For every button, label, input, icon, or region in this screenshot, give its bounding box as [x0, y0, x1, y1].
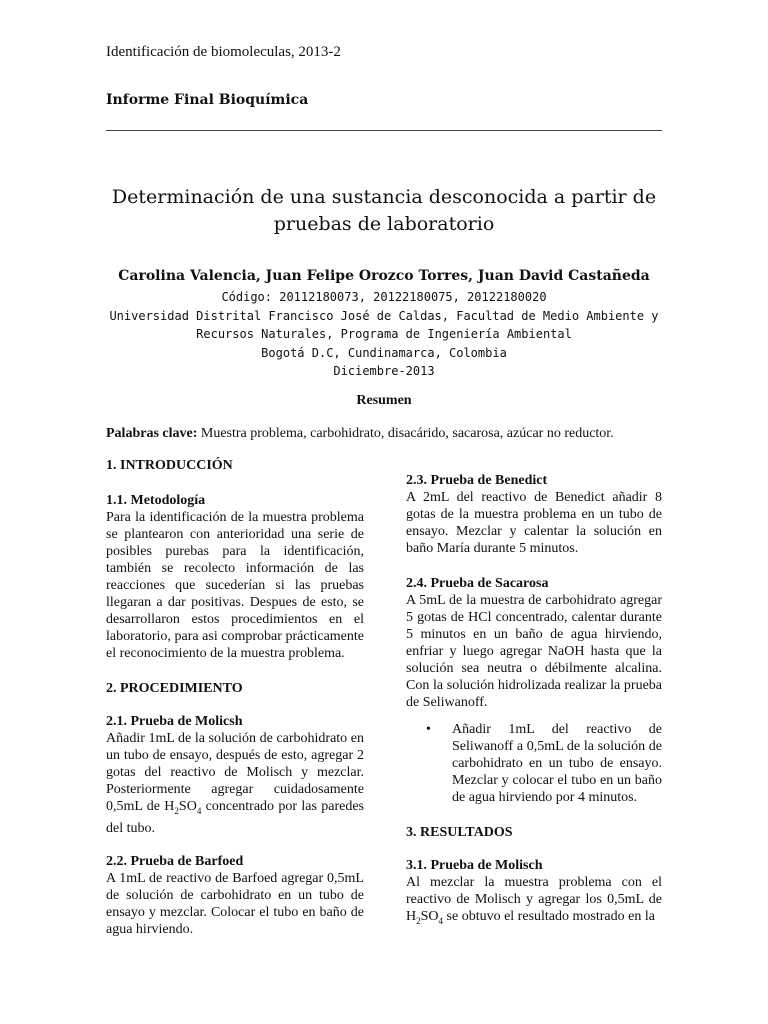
- subsection-heading-molisch: 2.1. Prueba de Molicsh: [106, 714, 243, 729]
- keywords: [106, 426, 662, 442]
- keywords-text: Muestra problema, carbohidrato, disacárido, sacarosa, azúcar no reductor.: [197, 426, 614, 441]
- res-molisch-text-b: SO: [420, 909, 439, 924]
- subsection-heading-barfoed: 2.2. Prueba de Barfoed: [106, 853, 244, 869]
- benedict-paragraph: A 2mL del reactivo de Benedict añadir 8 gotas de la muestra problema en un tubo de ensayo. Mezclar y calentar la solución en baño María durante 5 minutos.: [406, 490, 662, 556]
- affiliation-line-2: Recursos Naturales, Programa de Ingeniería Ambiental: [196, 327, 572, 341]
- section-heading-introduccion: 1. INTRODUCCIÓN: [106, 458, 233, 473]
- molisch-text-c: concentrado por las paredes del tubo.: [106, 799, 364, 836]
- subsection-heading-metodologia: 1.1. Metodología: [106, 493, 206, 508]
- molisch-subscript-2: 4: [196, 805, 202, 816]
- student-codes: Código: 20112180073, 20122180075, 20122180020: [221, 290, 547, 304]
- molisch-subscript-1: 2: [174, 805, 179, 816]
- right-column: [406, 472, 662, 930]
- authors: Carolina Valencia, Juan Felipe Orozco Torres, Juan David Castañeda: [118, 268, 650, 284]
- affiliation-line-3: Bogotá D.C, Cundinamarca, Colombia: [261, 345, 507, 360]
- paper-title: [106, 184, 662, 238]
- molisch-paragraph: [106, 730, 364, 837]
- paper-date: Diciembre-2013: [333, 364, 435, 378]
- res-molisch-subscript-2: 4: [438, 915, 444, 926]
- res-molisch-text-a: Al mezclar la muestra problema con el reactivo de Molisch y agregar los 0,5mL de H: [406, 875, 662, 924]
- bullet-icon: •: [426, 722, 431, 737]
- title-line-2: pruebas de laboratorio: [273, 213, 495, 235]
- seliwanoff-bullet: [406, 721, 662, 806]
- section-heading-resultados: 3. RESULTADOS: [406, 825, 513, 840]
- title-line-1: Determinación de una sustancia desconocida a partir de: [111, 186, 657, 208]
- subsection-heading-benedict: 2.3. Prueba de Benedict: [406, 473, 548, 488]
- res-molisch-paragraph: [406, 874, 662, 930]
- keywords-label: Palabras clave:: [106, 426, 198, 441]
- barfoed-paragraph: A 1mL de reactivo de Barfoed agregar 0,5mL de solución de carbohidrato en un tubo de ensayo y mezclar. Colocar el tubo en baño de agua hirviendo.: [106, 870, 364, 937]
- report-title: Informe Final Bioquímica: [106, 92, 309, 108]
- left-column: [106, 457, 364, 938]
- metodologia-paragraph: Para la identificación de la muestra problema se plantearon con anterioridad una serie de posibles purebas para la identificación, también se recolecto información de las reacciones que sucederían si las pruebas llegaran a dar positivas. Despues de esto, se desarrollaron estos procedimientos en el laboratorio, para asi comprobar prácticamente el reconocimiento de la muestra problema.: [106, 510, 364, 661]
- abstract-heading: Resumen: [356, 393, 412, 408]
- molisch-text-a: Añadir 1mL de la solución de carbohidrato en un tubo de ensayo, después de esto, agregar 2 gotas del reactivo de Molisch y mezclar. Posteriormente agregar cuidadosamente 0,5mL de H: [106, 731, 364, 814]
- course-header: Identificación de biomoleculas, 2013-2: [106, 44, 341, 60]
- res-molisch-subscript-1: 2: [416, 915, 421, 926]
- seliwanoff-text: Añadir 1mL del reactivo de Seliwanoff a 0,5mL de la solución de carbohidrato en un tubo de ensayo. Mezclar y colocar el tubo en un baño de agua hirviendo por 4 minutos.: [452, 722, 662, 805]
- affiliation-line-1: Universidad Distrital Francisco José de Caldas, Facultad de Medio Ambiente y: [109, 308, 659, 323]
- subsection-heading-res-molisch: 3.1. Prueba de Molisch: [406, 858, 543, 873]
- sacarosa-paragraph: A 5mL de la muestra de carbohidrato agregar 5 gotas de HCl concentrado, calentar durante 5 minutos en un baño de agua hirviendo, enfriar y luego agregar NaOH hasta que la solución sea neutra o débilmente alcalina. Con la solución hidrolizada realizar la prueba de Seliwanoff.: [406, 593, 662, 710]
- res-molisch-text-c: se obtuvo el resultado mostrado en la: [443, 909, 655, 924]
- section-heading-procedimiento: 2. PROCEDIMIENTO: [106, 681, 243, 696]
- header-divider: [106, 130, 662, 131]
- subsection-heading-sacarosa: 2.4. Prueba de Sacarosa: [406, 576, 549, 591]
- affiliation: [106, 288, 662, 381]
- molisch-text-b: SO: [178, 799, 197, 814]
